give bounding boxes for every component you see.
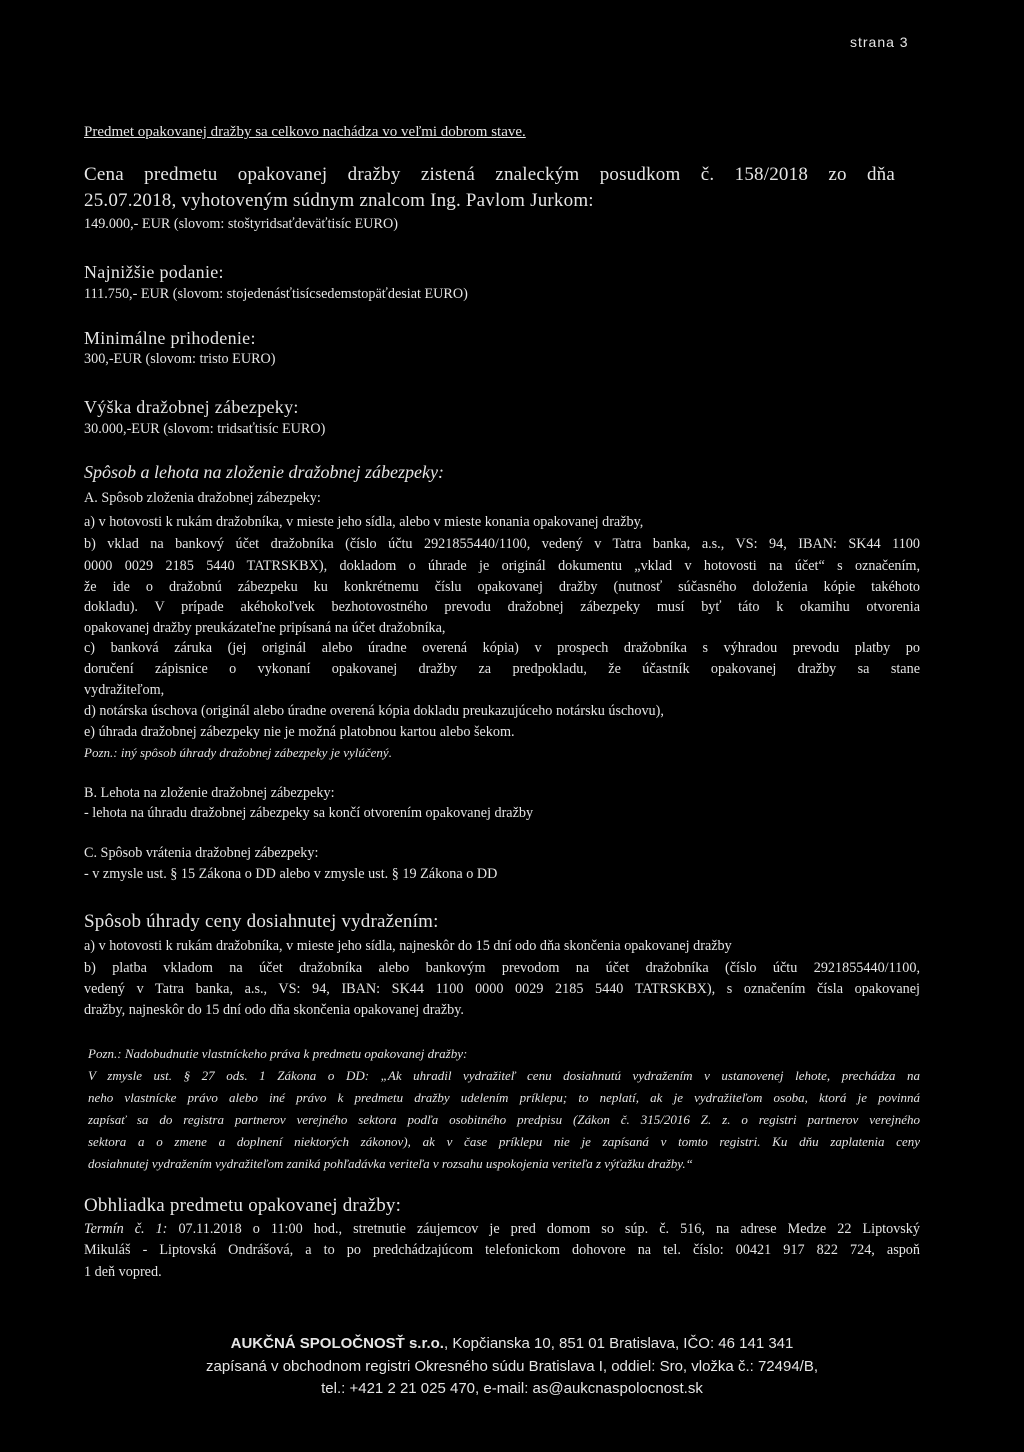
deposit-a-line: že ide o dražobnú zábezpeku ku konkrétnemu číslu opakovanej dražby (nutnosť súčasného doloženia kópie takéhoto <box>84 579 920 595</box>
payment-heading: Spôsob úhrady ceny dosiahnutej vydražením: <box>84 911 439 932</box>
ownership-note-title: Pozn.: Nadobudnutie vlastníckeho práva k predmetu opakovanej dražby: <box>88 1046 468 1061</box>
deposit-b-title: B. Lehota na zloženie dražobnej zábezpeky: <box>84 785 335 801</box>
page-number: strana 3 <box>850 34 909 50</box>
ownership-note-line: zapísať sa do registra partnerov verejného sektora podľa osobitného predpisu (Zákon č. 315/2016 Z. z. o registri partnerov verejného <box>88 1112 920 1127</box>
min-increment-heading: Minimálne prihodenie: <box>84 328 256 348</box>
inspection-line-text: 07.11.2018 o 11:00 hod., stretnutie záujemcov je pred domom so súp. č. 516, na adrese Medze 22 Liptovský <box>178 1221 920 1237</box>
deposit-method-heading: Spôsob a lehota na zloženie dražobnej zábezpeky: <box>84 462 444 482</box>
price-heading-line2: 25.07.2018, vyhotoveným súdnym znalcom Ing. Pavlom Jurkom: <box>84 190 594 211</box>
deposit-a-line: dokladu). V prípade akéhokoľvek bezhotovostného prevodu dražobnej zábezpeky musí byť táto k okamihu otvorenia <box>84 599 920 615</box>
footer-address: , Kopčianska 10, 851 01 Bratislava, IČO: 46 141 341 <box>443 1335 794 1352</box>
deposit-a-line: doručení zápisnice o vykonaní opakovanej dražby za predpokladu, že účastník opakovanej dražby sa stane <box>84 661 920 677</box>
deposit-heading: Výška dražobnej zábezpeky: <box>84 397 299 417</box>
footer-company-name: AUKČNÁ SPOLOČNOSŤ s.r.o. <box>230 1335 444 1352</box>
payment-line: vedený v Tatra banka, a.s., VS: 94, IBAN: SK44 1100 0000 0029 2185 5440 TATRSKBX), s označením čísla opakovanej <box>84 981 920 997</box>
ownership-note-line: dosiahnutej vydražením vydražiteľom zaniká pohľadávka veriteľa v rozsahu uspokojenia veriteľa z výťažku dražby.“ <box>88 1156 693 1171</box>
footer-company-line <box>0 1335 1024 1352</box>
deposit-a-line: opakovanej dražby preukázateľne pripísaná na účet dražobníka, <box>84 620 446 636</box>
deposit-value: 30.000,-EUR (slovom: tridsaťtisíc EURO) <box>84 421 326 437</box>
inspection-line: Mikuláš - Liptovská Ondrášová, a to po predchádzajúcom telefonickom dohovore na tel. číslo: 00421 917 822 724, aspoň <box>84 1242 920 1258</box>
deposit-a-line: d) notárska úschova (originál alebo úradne overená kópia dokladu preukazujúceho notársku úschovu), <box>84 703 664 719</box>
footer-registry: zapísaná v obchodnom registri Okresného súdu Bratislava I, oddiel: Sro, vložka č.: 72494/B, <box>206 1358 818 1375</box>
price-heading: Cena predmetu opakovanej dražby zistená znaleckým posudkom č. 158/2018 zo dňa <box>84 164 895 185</box>
inspection-line: 1 deň vopred. <box>84 1264 162 1280</box>
deposit-c-text: - v zmysle ust. § 15 Zákona o DD alebo v zmysle ust. § 19 Zákona o DD <box>84 866 498 882</box>
inspection-heading: Obhliadka predmetu opakovanej dražby: <box>84 1195 402 1216</box>
footer-contact: tel.: +421 2 21 025 470, e-mail: as@aukcnaspolocnost.sk <box>321 1380 703 1397</box>
inspection-term-label: Termín č. 1: <box>84 1221 168 1237</box>
price-value: 149.000,- EUR (slovom: stoštyridsaťdeväťtisíc EURO) <box>84 216 398 232</box>
deposit-c-title: C. Spôsob vrátenia dražobnej zábezpeky: <box>84 845 319 861</box>
deposit-a-line: b) vklad na bankový účet dražobníka (číslo účtu 2921855440/1100, vedený v Tatra banka, a.s., VS: 94, IBAN: SK44 1100 <box>84 536 920 552</box>
deposit-a-line: 0000 0029 2185 5440 TATRSKBX), dokladom o úhrade je originál dokumentu „vklad v hotovosti na účet“ s označením, <box>84 558 920 574</box>
deposit-a-title: A. Spôsob zloženia dražobnej zábezpeky: <box>84 490 321 506</box>
deposit-a-line: a) v hotovosti k rukám dražobníka, v mieste jeho sídla, alebo v mieste konania opakovanej dražby, <box>84 514 644 530</box>
ownership-note-line: neho vlastnícke právo alebo iné právo k predmetu dražby udelením príklepu; to neplatí, ak je vydražiteľom osoba, ktorá je povinná <box>88 1090 920 1105</box>
payment-line: b) platba vkladom na účet dražobníka alebo bankovým prevodom na účet dražobníka (číslo účtu 2921855440/1100, <box>84 960 920 976</box>
deposit-a-line: vydražiteľom, <box>84 682 165 698</box>
deposit-a-line: e) úhrada dražobnej zábezpeky nie je možná platobnou kartou alebo šekom. <box>84 724 515 740</box>
lowest-bid-heading: Najnižšie podanie: <box>84 262 224 282</box>
deposit-a-line: c) banková záruka (jej originál alebo úradne overená kópia) v prospech dražobníka s výhradou prevodu platby po <box>84 640 920 656</box>
payment-line: dražby, najneskôr do 15 dní odo dňa skončenia opakovanej dražby. <box>84 1002 464 1018</box>
lowest-bid-value: 111.750,- EUR (slovom: stojedenásťtisícsedemstopäťdesiat EURO) <box>84 286 468 302</box>
deposit-b-text: - lehota na úhradu dražobnej zábezpeky sa končí otvorením opakovanej dražby <box>84 805 534 821</box>
inspection-line <box>84 1221 920 1238</box>
deposit-a-note: Pozn.: iný spôsob úhrady dražobnej zábezpeky je vylúčený. <box>84 745 392 760</box>
min-increment-value: 300,-EUR (slovom: tristo EURO) <box>84 351 276 367</box>
ownership-note-line: V zmysle ust. § 27 ods. 1 Zákona o DD: „Ak uhradil vydražiteľ cenu dosiahnutú vydražením v ustanovenej lehote, prechádza na <box>88 1068 920 1083</box>
ownership-note-line: sektora a o zmene a doplnení niektorých zákonov), ak v čase príklepu nie je zapísaná v tomto registri. Ku dňu zaplatenia ceny <box>88 1134 920 1149</box>
condition-statement: Predmet opakovanej dražby sa celkovo nachádza vo veľmi dobrom stave. <box>84 124 526 140</box>
payment-line: a) v hotovosti k rukám dražobníka, v mieste jeho sídla, najneskôr do 15 dní odo dňa skončenia opakovanej dražby <box>84 938 732 954</box>
